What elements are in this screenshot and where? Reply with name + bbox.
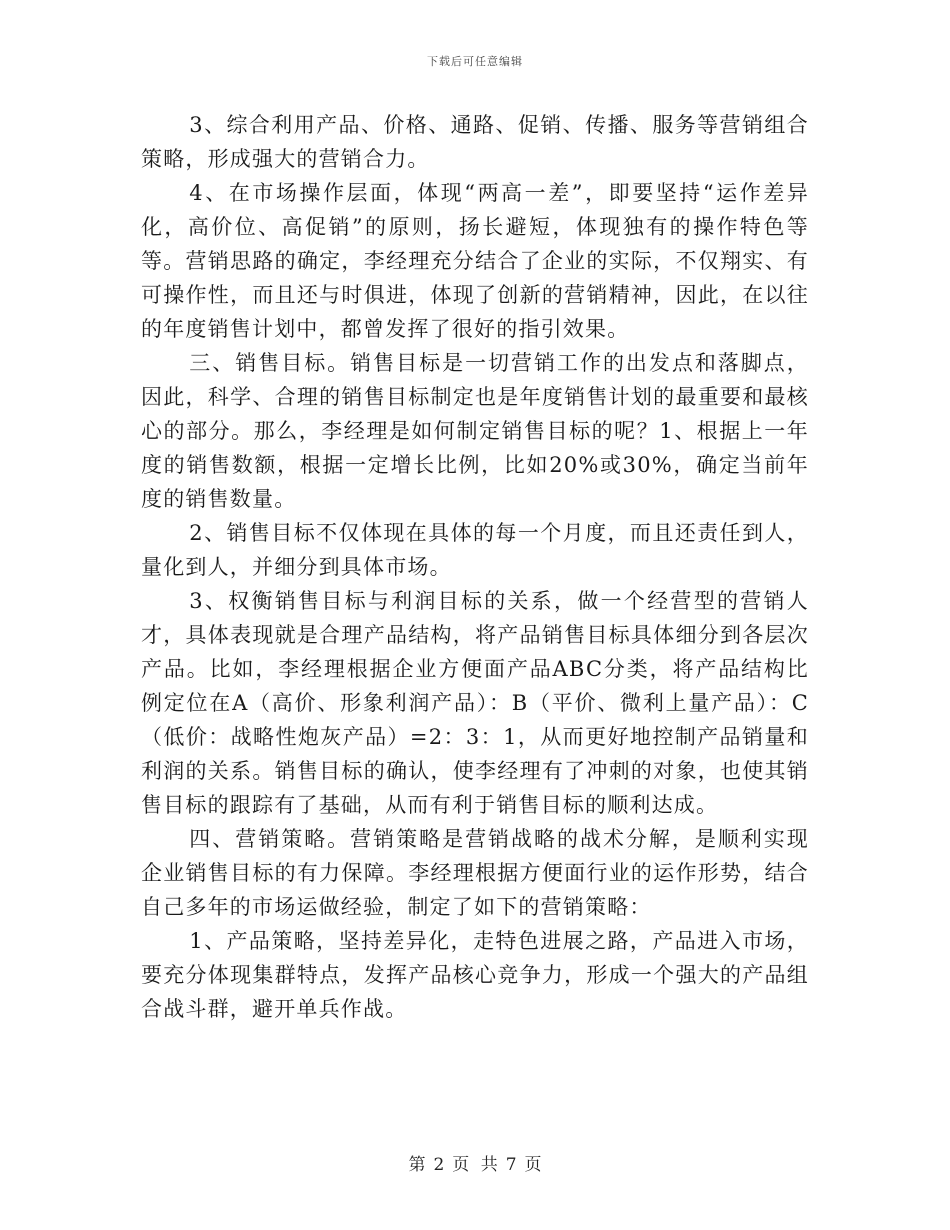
document-body [141, 108, 809, 1026]
page-number-footer [0, 1150, 950, 1175]
paragraph-marketing-mix: 3、综合利用产品、价格、通路、促销、传播、服务等营销组合策略，形成强大的营销合力。 [141, 113, 809, 171]
footer-total-pages: 7 [505, 1155, 517, 1175]
paragraph-sales-target: 三、销售目标。销售目标是一切营销工作的出发点和落脚点，因此，科学、合理的销售目标制定也是年度销售计划的最重要和最核心的部分。那么，李经理是如何制定销售目标的呢？1、根据上一年度的销售数额，根据一定增长比例，比如20%或30%，确定当前年度的销售数量。 [141, 351, 809, 511]
paragraph-market-operation: 4、在市场操作层面，体现“两高一差”，即要坚持“运作差异化，高价位、高促销”的原则，扬长避短，体现独有的操作特色等等。营销思路的确定，李经理充分结合了企业的实际，不仅翔实、有可操作性，而且还与时俱进，体现了创新的营销精神，因此，在以往的年度销售计划中，都曾发挥了很好的指引效果。 [141, 181, 809, 341]
footer-middle: 页 共 [452, 1155, 498, 1175]
paragraph-product-strategy: 1、产品策略，坚持差异化，走特色进展之路，产品进入市场，要充分体现集群特点，发挥产品核心竞争力，形成一个强大的产品组合战斗群，避开单兵作战。 [141, 929, 809, 1021]
paragraph-monthly-target: 2、销售目标不仅体现在具体的每一个月度，而且还责任到人，量化到人，并细分到具体市场。 [141, 521, 809, 579]
paragraph-marketing-strategy: 四、营销策略。营销策略是营销战略的战术分解，是顺利实现企业销售目标的有力保障。李经理根据方便面行业的运作形势，结合自己多年的市场运做经验，制定了如下的营销策略： [141, 827, 809, 919]
footer-suffix: 页 [524, 1155, 542, 1175]
page-header-note: 下载后可任意编辑 [427, 55, 523, 68]
footer-prefix: 第 [408, 1155, 426, 1175]
paragraph-profit-balance: 3、权衡销售目标与利润目标的关系，做一个经营型的营销人才，具体表现就是合理产品结构，将产品销售目标具体细分到各层次产品。比如，李经理根据企业方便面产品ABC分类，将产品结构比例定位在A（高价、形象利润产品）：B（平价、微利上量产品）：C（低价：战略性炮灰产品）=2：3：1，从而更好地控制产品销量和利润的关系。销售目标的确认，使李经理有了冲刺的对象，也使其销售目标的跟踪有了基础，从而有利于销售目标的顺利达成。 [141, 589, 809, 817]
footer-current-page: 2 [433, 1155, 445, 1175]
